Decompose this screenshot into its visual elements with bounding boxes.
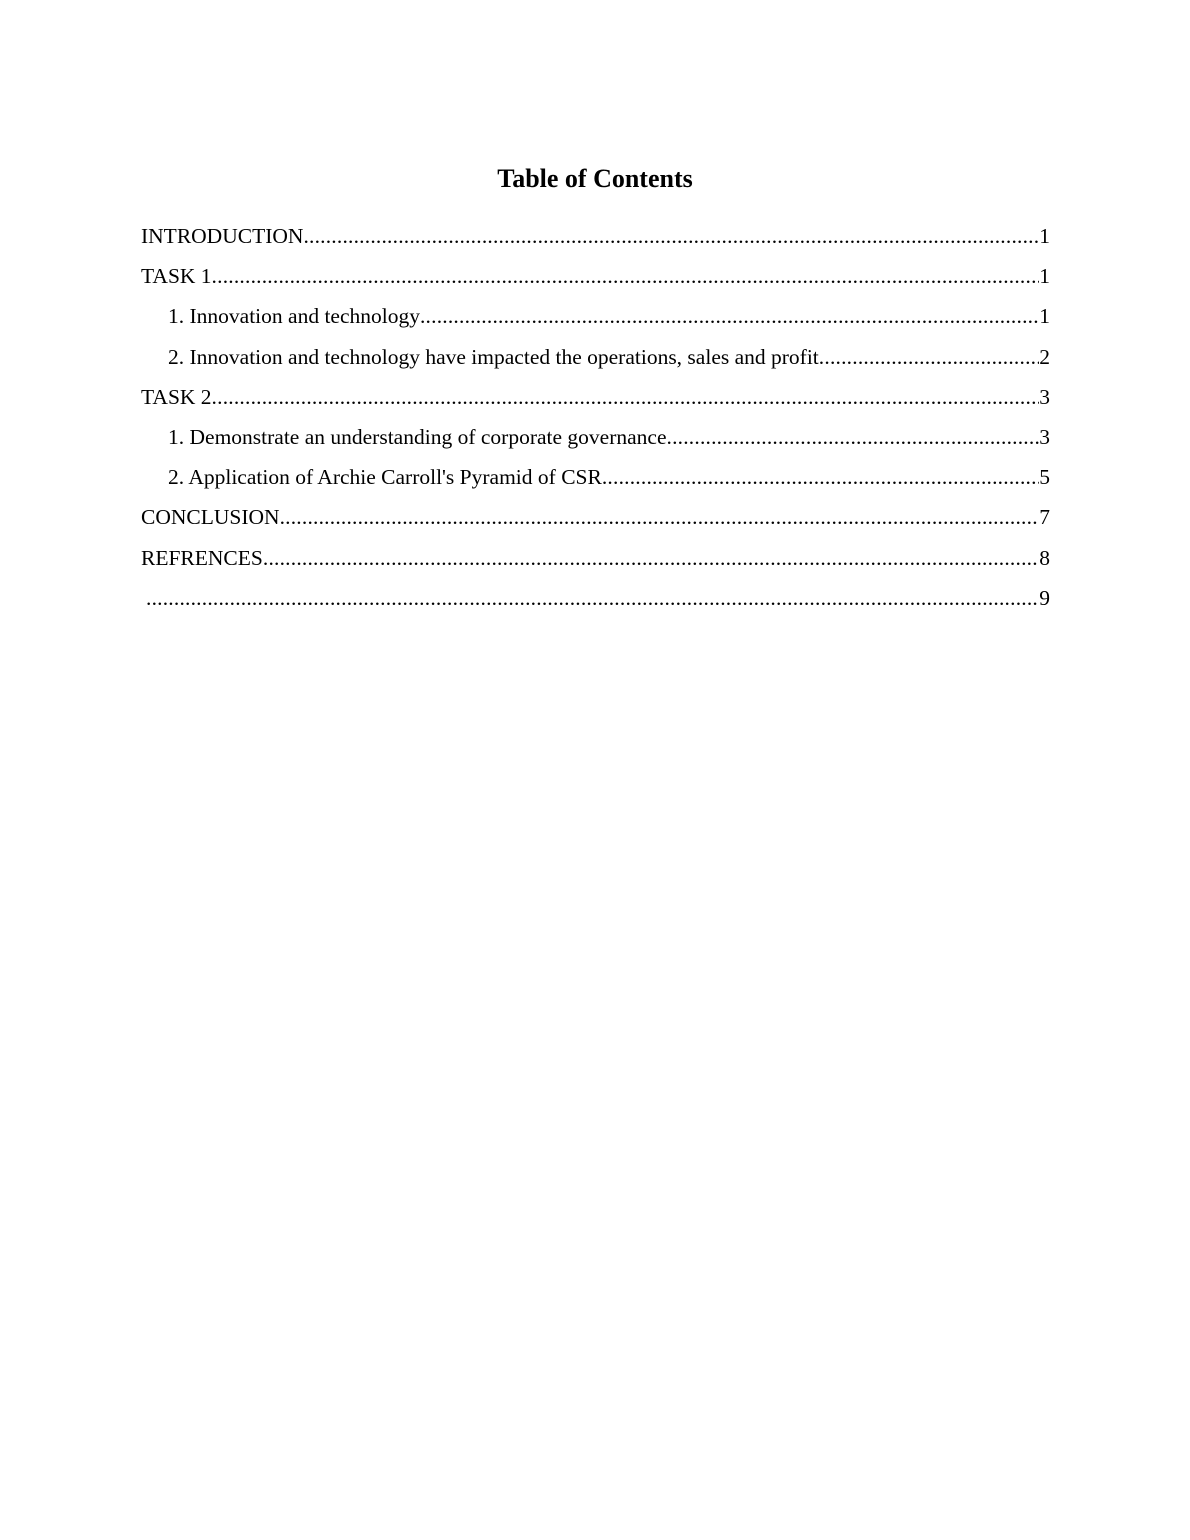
toc-page-number: 1 <box>1039 264 1050 289</box>
toc-entry-label[interactable]: 2. Innovation and technology have impacted the operations, sales and profit <box>168 344 819 369</box>
toc-entry-carroll-pyramid[interactable] <box>141 461 1050 501</box>
toc-entry-innovation-technology[interactable] <box>141 300 1050 340</box>
table-of-contents <box>141 220 1050 622</box>
toc-entry-label[interactable]: CONCLUSION <box>141 505 280 530</box>
toc-entry-task-1[interactable] <box>141 260 1050 300</box>
toc-page-number: 5 <box>1039 465 1050 490</box>
toc-dot-leader <box>280 501 1040 533</box>
toc-entry-label[interactable]: 2. Application of Archie Carroll's Pyramid of CSR <box>168 465 602 490</box>
toc-page-number: 3 <box>1039 384 1050 409</box>
toc-entry-innovation-impact[interactable] <box>141 341 1050 381</box>
toc-dot-leader <box>667 421 1040 453</box>
toc-page-number: 3 <box>1039 424 1050 449</box>
toc-entry-label[interactable]: 1. Demonstrate an understanding of corporate governance <box>168 424 667 449</box>
toc-dot-leader <box>263 542 1039 574</box>
toc-page-number: 1 <box>1039 304 1050 329</box>
toc-dot-leader <box>420 300 1039 332</box>
toc-page-number: 9 <box>1039 585 1050 610</box>
toc-entry-introduction[interactable] <box>141 220 1050 260</box>
toc-dot-leader <box>146 582 1039 614</box>
toc-dot-leader <box>819 341 1039 373</box>
toc-dot-leader <box>602 461 1039 493</box>
toc-page-number: 1 <box>1039 224 1050 248</box>
toc-entry-label[interactable]: TASK 2 <box>141 384 212 409</box>
toc-dot-leader <box>212 260 1040 292</box>
toc-entry-label[interactable]: TASK 1 <box>141 264 212 289</box>
toc-dot-leader <box>303 220 1039 252</box>
toc-page-number: 2 <box>1039 344 1050 369</box>
toc-entry-conclusion[interactable] <box>141 501 1050 541</box>
toc-page-number: 8 <box>1039 545 1050 570</box>
toc-dot-leader <box>212 381 1040 413</box>
toc-entry-references[interactable] <box>141 542 1050 582</box>
toc-entry-label[interactable]: INTRODUCTION <box>141 224 304 248</box>
toc-entry-corporate-governance[interactable] <box>141 421 1050 461</box>
toc-entry-untitled[interactable] <box>141 582 1050 622</box>
toc-entry-label[interactable]: 1. Innovation and technology <box>168 304 420 329</box>
toc-entry-label[interactable]: REFRENCES <box>141 545 263 570</box>
toc-entry-task-2[interactable] <box>141 381 1050 421</box>
toc-title: Table of Contents <box>497 164 693 193</box>
toc-page-number: 7 <box>1039 505 1050 530</box>
